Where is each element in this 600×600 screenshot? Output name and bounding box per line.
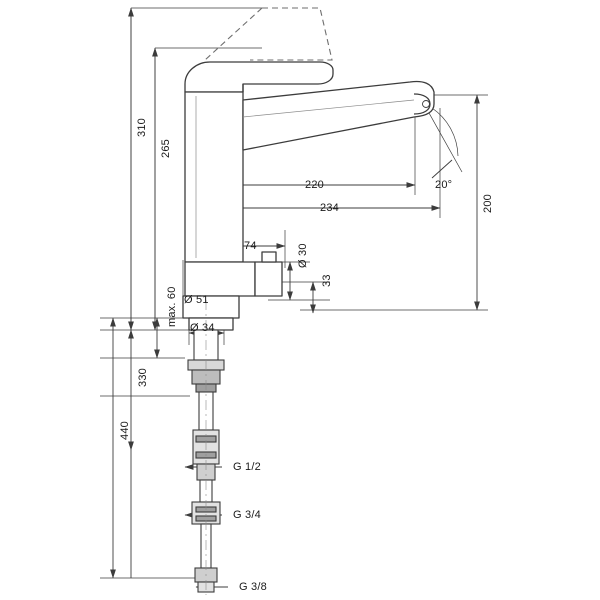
dimension-label-440: 440 xyxy=(119,421,131,440)
dimension-label-diameter-51: Ø 51 xyxy=(184,294,209,306)
dimension-label-diameter-30: Ø 30 xyxy=(297,243,309,268)
lever-raised-dashed-outline xyxy=(205,8,332,60)
dimension-label-220: 220 xyxy=(305,179,324,191)
faucet-body-outline xyxy=(183,62,434,330)
dimension-label-74: 74 xyxy=(244,240,257,252)
dimension-label-diameter-34: Ø 34 xyxy=(190,322,215,334)
dimension-label-265: 265 xyxy=(160,139,172,158)
thread-label-g38: G 3/8 xyxy=(239,581,267,593)
dimension-label-330: 330 xyxy=(137,368,149,387)
dimension-label-33: 33 xyxy=(321,274,333,287)
dimension-label-200: 200 xyxy=(482,194,494,213)
dimension-label-max-60: max. 60 xyxy=(166,286,178,327)
thread-label-g34: G 3/4 xyxy=(233,509,261,521)
dimension-label-310: 310 xyxy=(136,118,148,137)
dimension-label-angle-20: 20° xyxy=(435,179,453,191)
dimension-label-234: 234 xyxy=(320,202,339,214)
thread-label-g12: G 1/2 xyxy=(233,461,261,473)
